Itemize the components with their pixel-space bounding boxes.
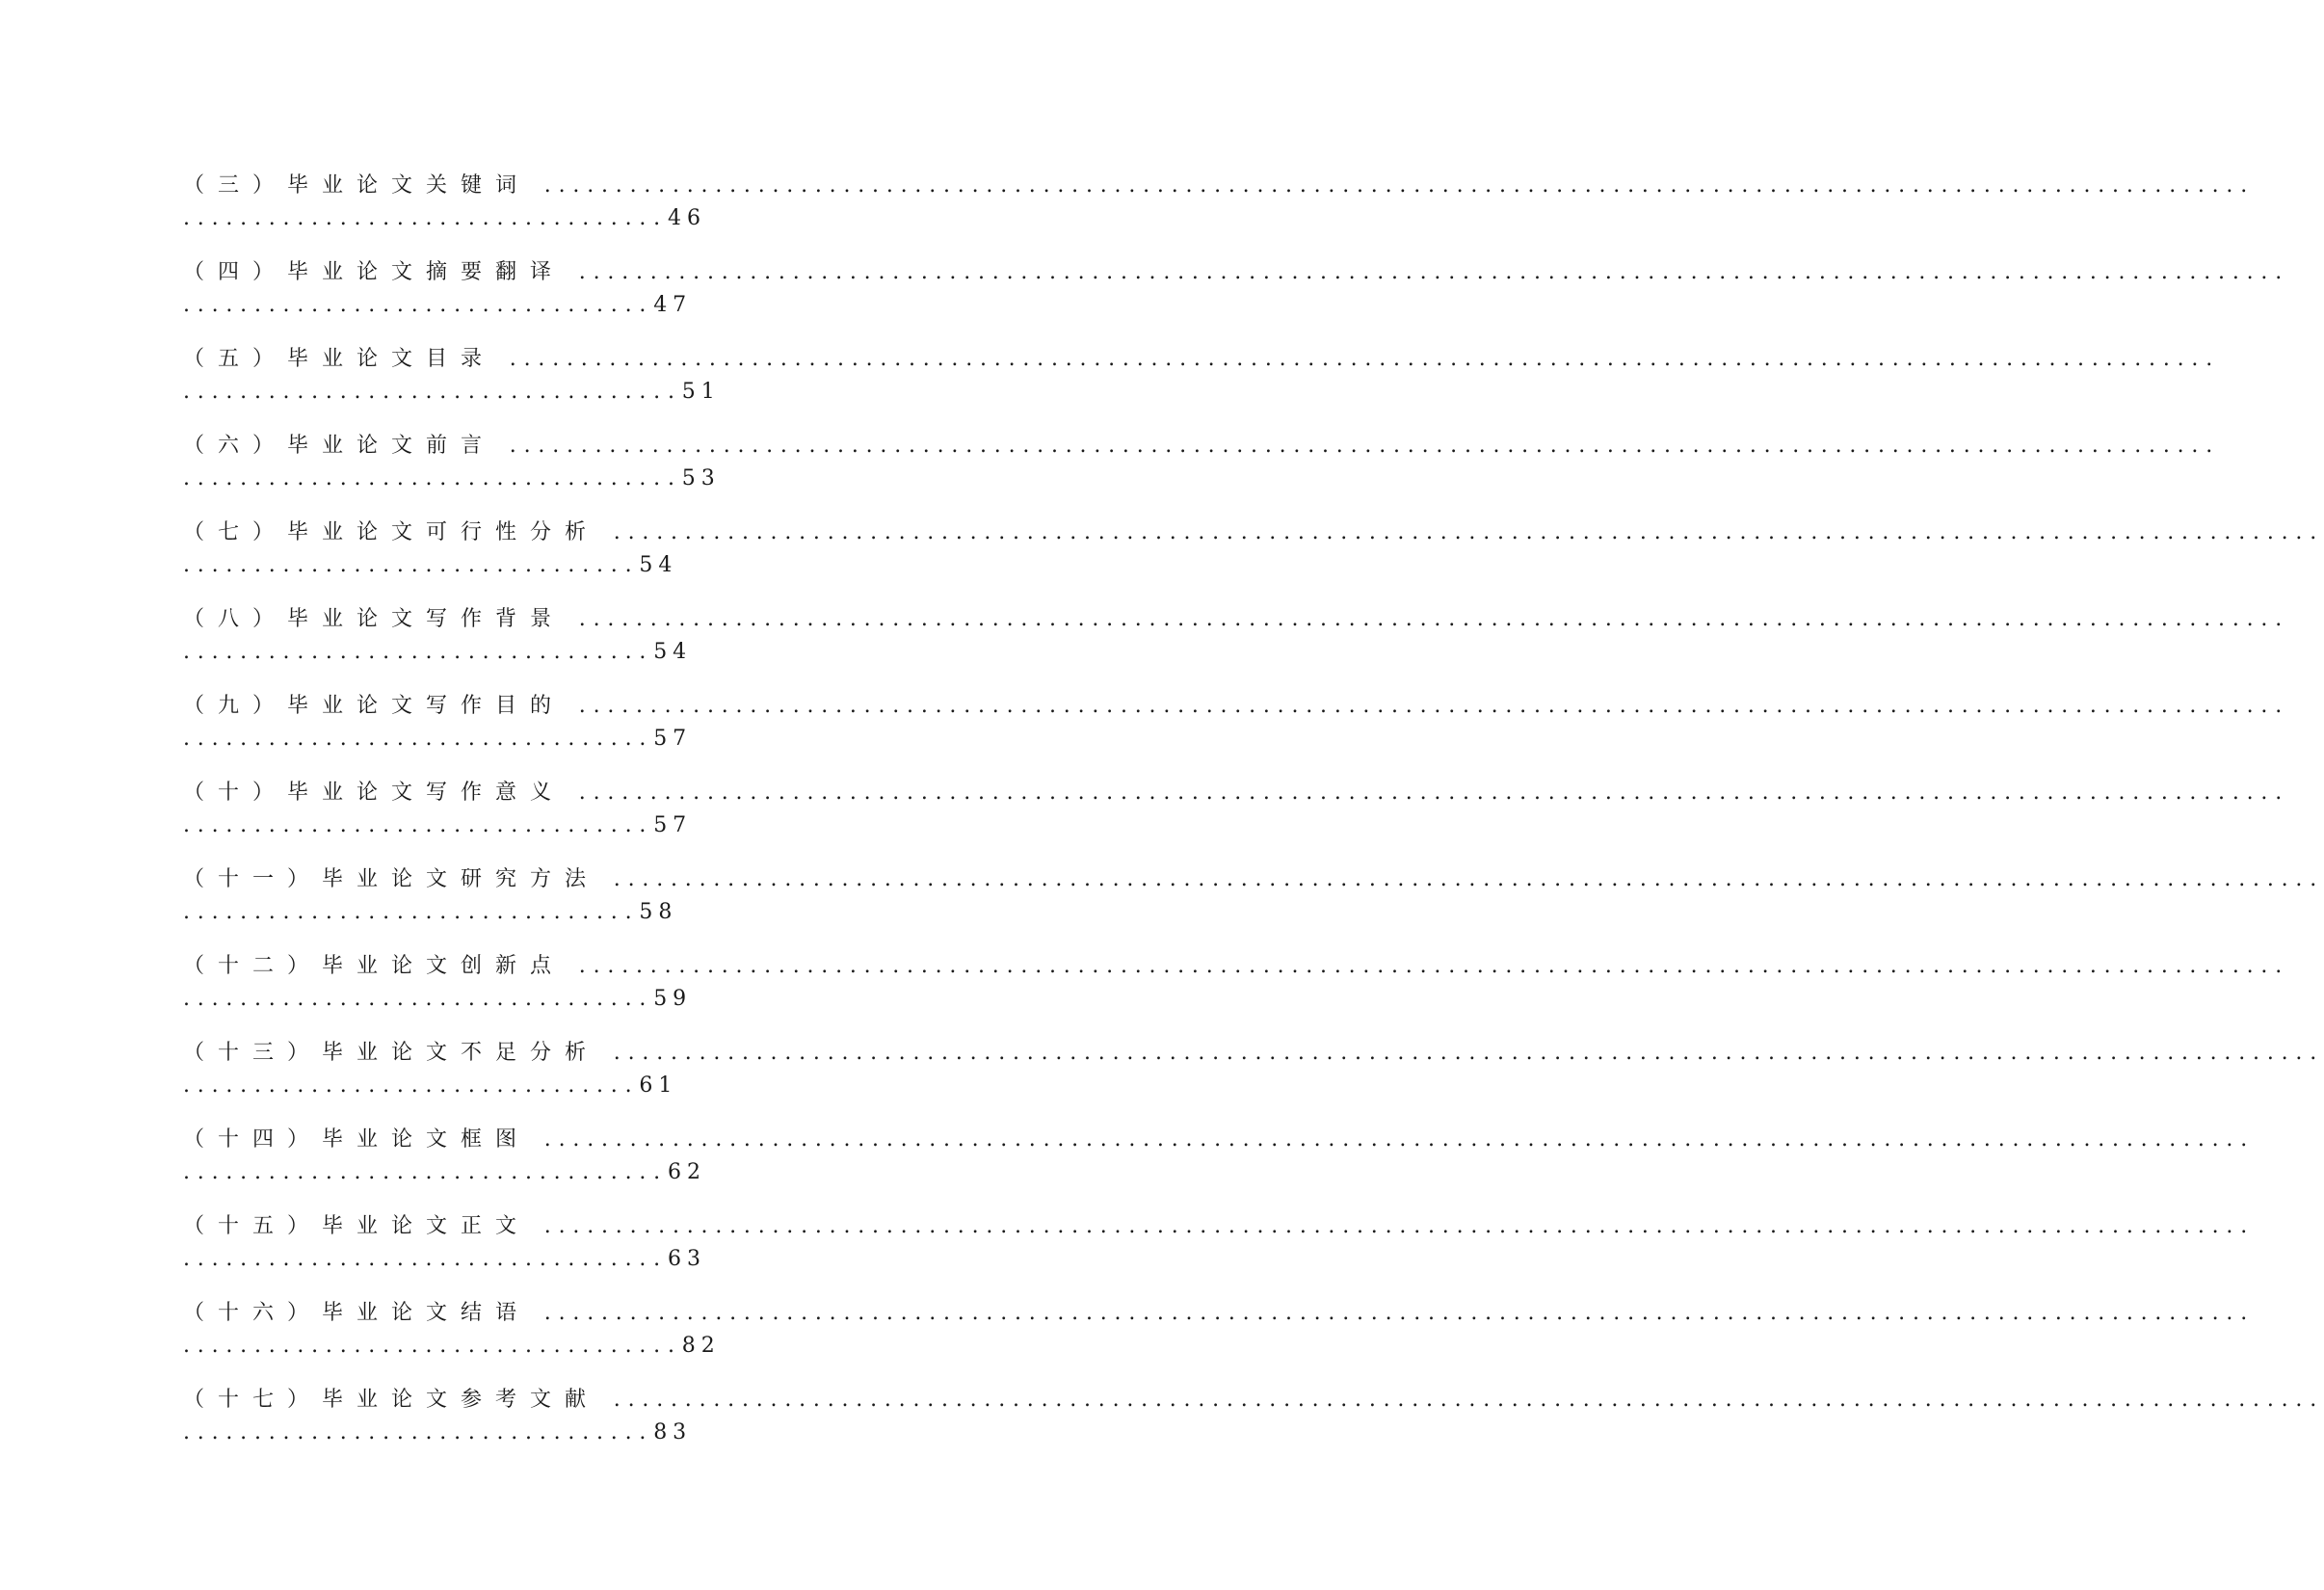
toc-entry-second-line [183, 1332, 723, 1361]
toc-entry-title: （五）毕业论文目录 [183, 347, 496, 371]
toc-entry-first-line [183, 432, 2220, 461]
toc-entry-page-number: 53 [681, 466, 721, 490]
toc-entry[interactable] [183, 518, 2324, 605]
toc-entry[interactable] [183, 952, 2289, 1039]
toc-entry[interactable] [183, 1126, 2255, 1212]
dot-leader: ................................ [183, 1073, 640, 1098]
dot-leader: ........................................................................................................................ [530, 1127, 2255, 1152]
toc-entry-page-number: 51 [681, 380, 721, 404]
toc-entry-first-line [183, 779, 2289, 808]
toc-entry-page-number: 58 [639, 900, 678, 924]
toc-entry[interactable] [183, 1212, 2255, 1299]
toc-entry-title: （八）毕业论文写作背景 [183, 607, 566, 631]
toc-entry-title: （四）毕业论文摘要翻译 [183, 260, 566, 284]
toc-entry-title: （六）毕业论文前言 [183, 434, 496, 458]
toc-entry-page-number: 57 [653, 813, 693, 837]
dot-leader: ........................................................................................................................ [530, 1301, 2255, 1325]
toc-entry-second-line [183, 638, 700, 667]
toc-entry-first-line [183, 172, 2255, 200]
dot-leader: ........................................................................................................................ [599, 1041, 2324, 1065]
toc-entry-title: （九）毕业论文写作目的 [183, 694, 566, 718]
toc-entry-second-line [183, 551, 688, 580]
dot-leader: ................................ [183, 900, 640, 924]
toc-entry-page-number: 63 [667, 1247, 706, 1271]
toc-entry-first-line [183, 1212, 2255, 1241]
toc-entry-second-line [183, 1418, 700, 1447]
toc-entry[interactable] [183, 1039, 2324, 1126]
toc-entry[interactable] [183, 692, 2289, 779]
toc-entry-first-line [183, 605, 2289, 634]
toc-entry[interactable] [183, 1299, 2255, 1386]
toc-entry-second-line [183, 1072, 688, 1100]
toc-entry-page-number: 57 [653, 727, 693, 751]
toc-entry-title: （三）毕业论文关键词 [183, 173, 531, 198]
toc-entry-page-number: 54 [653, 640, 693, 664]
dot-leader: ........................................................................................................................ [565, 781, 2289, 805]
toc-entry-first-line [183, 1386, 2324, 1415]
dot-leader: .................................. [183, 1247, 668, 1271]
toc-entry-title: （十四）毕业论文框图 [183, 1127, 531, 1152]
toc-entry-page-number: 46 [667, 206, 706, 230]
dot-leader: ................................. [183, 640, 654, 664]
dot-leader: ................................ [183, 553, 640, 577]
toc-entry[interactable] [183, 779, 2289, 865]
toc-entry-second-line [183, 725, 700, 754]
dot-leader: ........................................................................................................................ [530, 1214, 2255, 1238]
toc-entry-second-line [183, 811, 700, 840]
dot-leader: .................................. [183, 1160, 668, 1184]
toc-entry-page-number: 47 [653, 293, 693, 317]
toc-entry[interactable] [183, 258, 2289, 345]
dot-leader: ........................................................................................................................ [599, 1388, 2324, 1412]
toc-entry-first-line [183, 1299, 2255, 1328]
toc-entry-second-line [183, 985, 700, 1014]
toc-entry-page-number: 61 [639, 1073, 678, 1098]
toc-entry-second-line [183, 1158, 711, 1187]
toc-entry-second-line [183, 898, 688, 927]
dot-leader: ................................... [183, 1334, 682, 1358]
toc-entry-first-line [183, 1126, 2255, 1154]
toc-entry[interactable] [183, 1386, 2324, 1472]
toc-entry[interactable] [183, 172, 2255, 258]
toc-entry-title: （十五）毕业论文正文 [183, 1214, 531, 1238]
dot-leader: ........................................................................................................................ [565, 607, 2289, 631]
dot-leader: ........................................................................................................................ [565, 694, 2289, 718]
toc-entry[interactable] [183, 432, 2220, 518]
table-of-contents [183, 172, 2324, 1472]
toc-entry-page-number: 83 [653, 1420, 693, 1444]
toc-entry-title: （十六）毕业论文结语 [183, 1301, 531, 1325]
toc-entry-page-number: 54 [639, 553, 678, 577]
dot-leader: ........................................................................................................................ [495, 347, 2220, 371]
dot-leader: ................................. [183, 813, 654, 837]
toc-entry-first-line [183, 952, 2289, 981]
toc-entry-first-line [183, 258, 2289, 287]
toc-entry-first-line [183, 518, 2324, 547]
toc-entry-first-line [183, 345, 2220, 374]
dot-leader: ................................. [183, 727, 654, 751]
dot-leader: ........................................................................................................................ [599, 520, 2324, 544]
toc-entry[interactable] [183, 345, 2220, 432]
dot-leader: ........................................................................................................................ [565, 260, 2289, 284]
toc-entry-title: （十二）毕业论文创新点 [183, 954, 566, 978]
dot-leader: ................................. [183, 987, 654, 1011]
toc-entry-second-line [183, 204, 711, 233]
dot-leader: ................................... [183, 380, 682, 404]
toc-entry-title: （七）毕业论文可行性分析 [183, 520, 600, 544]
toc-entry-title: （十七）毕业论文参考文献 [183, 1388, 600, 1412]
toc-entry-title: （十一）毕业论文研究方法 [183, 867, 600, 891]
toc-entry-first-line [183, 865, 2324, 894]
toc-entry-first-line [183, 1039, 2324, 1068]
toc-entry[interactable] [183, 605, 2289, 692]
toc-entry-page-number: 82 [681, 1334, 721, 1358]
dot-leader: ................................. [183, 293, 654, 317]
dot-leader: ........................................................................................................................ [599, 867, 2324, 891]
dot-leader: .................................. [183, 206, 668, 230]
dot-leader: ........................................................................................................................ [495, 434, 2220, 458]
toc-entry-first-line [183, 692, 2289, 721]
toc-entry-second-line [183, 378, 723, 407]
dot-leader: ................................... [183, 466, 682, 490]
toc-entry-page-number: 59 [653, 987, 693, 1011]
dot-leader: ........................................................................................................................ [530, 173, 2255, 198]
toc-entry-page-number: 62 [667, 1160, 706, 1184]
dot-leader: ................................. [183, 1420, 654, 1444]
toc-entry[interactable] [183, 865, 2324, 952]
toc-entry-second-line [183, 464, 723, 493]
toc-entry-second-line [183, 1245, 711, 1274]
toc-entry-second-line [183, 291, 700, 320]
toc-entry-title: （十）毕业论文写作意义 [183, 781, 566, 805]
dot-leader: ........................................................................................................................ [565, 954, 2289, 978]
toc-entry-title: （十三）毕业论文不足分析 [183, 1041, 600, 1065]
